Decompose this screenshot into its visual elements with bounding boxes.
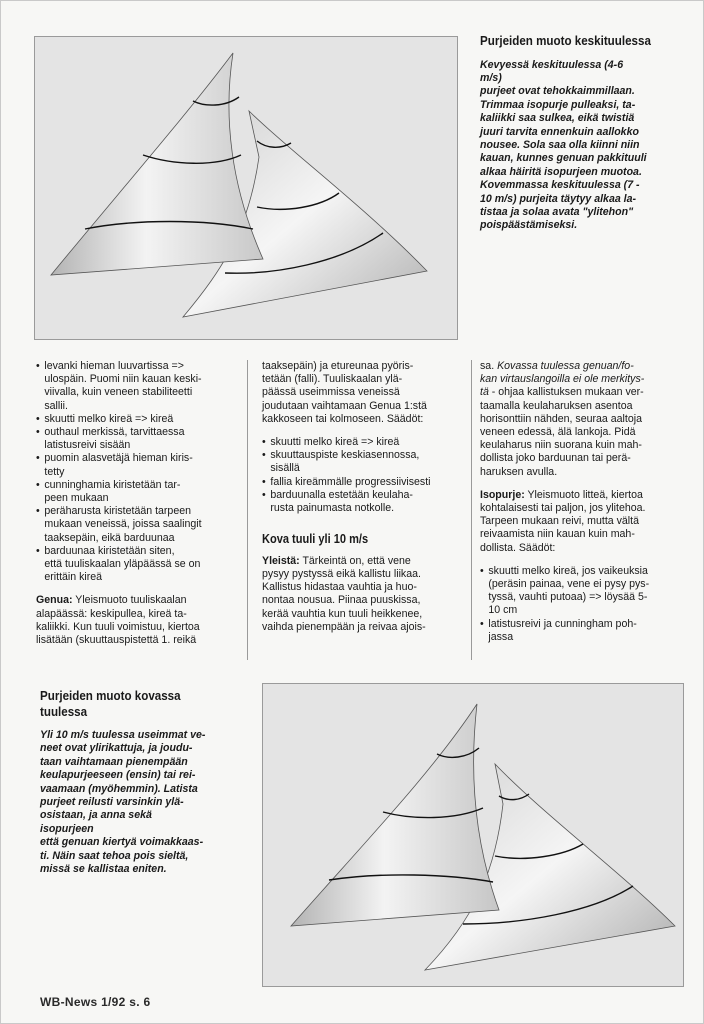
strong-wind-adjustments-list: [480, 565, 673, 644]
strong-wind-title: Purjeiden muoto kovassa tuulessa: [40, 688, 181, 719]
text-column-3: [480, 360, 673, 644]
column-divider: [247, 360, 248, 660]
mainsail-adjustments-list: [36, 360, 235, 584]
list-item: • cunninghamia kiristetään tar- peen mukaan: [36, 479, 235, 505]
list-item: • peräharusta kiristetään tarpeen mukaan veneissä, joissa saalingit taaksepäin, eikä barduunaa: [36, 505, 235, 545]
page-footer: WB-News 1/92 s. 6: [40, 995, 151, 1009]
mainsail-paragraph: [480, 489, 673, 555]
strong-wind-body: Yli 10 m/s tuulessa useimmat ve- neet ovat ylirikattuja, ja joudu- taan vaihtamaan pienempään keulapurjeeseen (ensin) tai rei- vaamaan (myöhemmin). Latista purjeet reilusti varsinkin ylä- osistaan, ja anna sekä isopurjeen että genuan kiertyä voimakkaas- ti. Näin saat tehoa pois sieltä, missä se kallistaa eniten.: [40, 729, 206, 876]
list-item: • skuutti melko kireä => kireä: [262, 436, 461, 449]
list-item: • skuutti melko kireä => kireä: [36, 413, 235, 426]
sail-shape-moderate-wind-figure: [34, 36, 458, 340]
genua-adjustments-list: [262, 436, 461, 515]
strong-wind-continued-paragraph: sa. Kovassa tuulessa genuan/fo- kan virtauslangoilla ei ole merkitys- tä - ohjaa kallistuksen mukaan ver- taamalla keulaharuksen asentoa horisonttiin nähden, seuraa aaltoja veneen edessä, älä lankoja. Pidä keulaharus niin suorana kuin mah- dollista joko barduunan tai perä- haruksen avulla.: [480, 360, 645, 478]
list-item: • skuutti melko kireä, jos vaikeuksia (peräsin painaa, vene ei pysy pys- tyssä, vauhti putoaa) => löysää 5- 10 cm: [480, 565, 673, 618]
genua-text: Yleismuoto tuuliskaalan alapäässä: keskipullea, kireä ta- kaliikki. Kun tuuli voimistuu, kiertoa lisätään (skuuttauspistettä 1. reikä: [36, 594, 200, 647]
list-item: • fallia kireämmälle progressiivisesti: [262, 476, 461, 489]
mainsail-label: Isopurje:: [480, 488, 525, 501]
list-item: • puomin alasvetäjä hieman kiris- tetty: [36, 452, 235, 478]
column-divider: [471, 360, 472, 660]
telltale-note: Kovassa tuulessa genuan/fo- kan virtauslangoilla ei ole merkitys- tä: [480, 360, 645, 399]
main-sail: [51, 53, 263, 275]
moderate-wind-title: Purjeiden muoto keskituulessa: [480, 33, 651, 48]
strong-wind-heading: Kova tuuli yli 10 m/s: [262, 531, 369, 547]
list-item: • outhaul merkissä, tarvittaessa latistusreivi sisään: [36, 426, 235, 452]
general-paragraph: [262, 555, 461, 634]
text-column-1: [36, 360, 235, 647]
list-item: • barduunaa kiristetään siten, että tuuliskaalan yläpäässä se on erittäin kireä: [36, 545, 235, 585]
genua-paragraph: [36, 594, 235, 647]
list-item: • levanki hieman luuvartissa => ulospäin. Puomi niin kauan keski- viivalla, kuin veneen stabiliteetti sallii.: [36, 360, 235, 413]
sail-shape-strong-wind-figure: [262, 683, 684, 987]
list-item: • latistusreivi ja cunningham poh- jassa: [480, 618, 673, 644]
text-column-2: [262, 360, 461, 634]
list-item: • skuuttauspiste keskiasennossa, sisällä: [262, 449, 461, 475]
list-item: • barduunalla estetään keulaha- rusta painumasta notkolle.: [262, 489, 461, 515]
genua-label: Genua:: [36, 594, 73, 607]
mainsail-text: Yleismuoto litteä, kiertoa kohtalaisesti tai paljon, jos ylitehoa. Tarpeen mukaan reivi, mutta vältä reivaamista niin kauan kuin mah- dollista. Säädöt:: [480, 488, 646, 554]
general-text: Tärkeintä on, että vene pysyy pystyssä eikä kallistu liikaa. Kallistus hidastaa vauhtia ja huo- nontaa nousua. Piinaa puuskissa, kerää vauhtia kun tuuli heikkenee, vaihda pienempään ja reivaa ajois-: [262, 554, 426, 633]
strong-wind-section: [40, 688, 250, 876]
general-label: Yleistä:: [262, 554, 300, 567]
moderate-wind-section: [480, 33, 680, 233]
moderate-wind-body: Kevyessä keskituulessa (4-6 m/s) purjeet ovat tehokkaimmillaan. Trimmaa isopurje pulleaksi, ta- kaliikki saa sulkea, eikä twistiä juuri tarvita ennenkuin aallokko nousee. Sola saa olla kiinni niin kauan, kunnes genuan pakkituuli alkaa häiritä isopurjeen muotoa. Kovemmassa keskituulessa (7 - 10 m/s) purjeita täytyy alkaa la- tistaa ja solaa avata "ylitehon" poispäästämiseksi.: [480, 58, 647, 232]
genua-continued-paragraph: taaksepäin) ja etureunaa pyöris- tetään (falli). Tuuliskaalan ylä- päässä useimmissa veneissä joudutaan vaihtamaan Genua 1:stä kakkoseen tai kolmoseen. Säädöt:: [262, 360, 427, 425]
